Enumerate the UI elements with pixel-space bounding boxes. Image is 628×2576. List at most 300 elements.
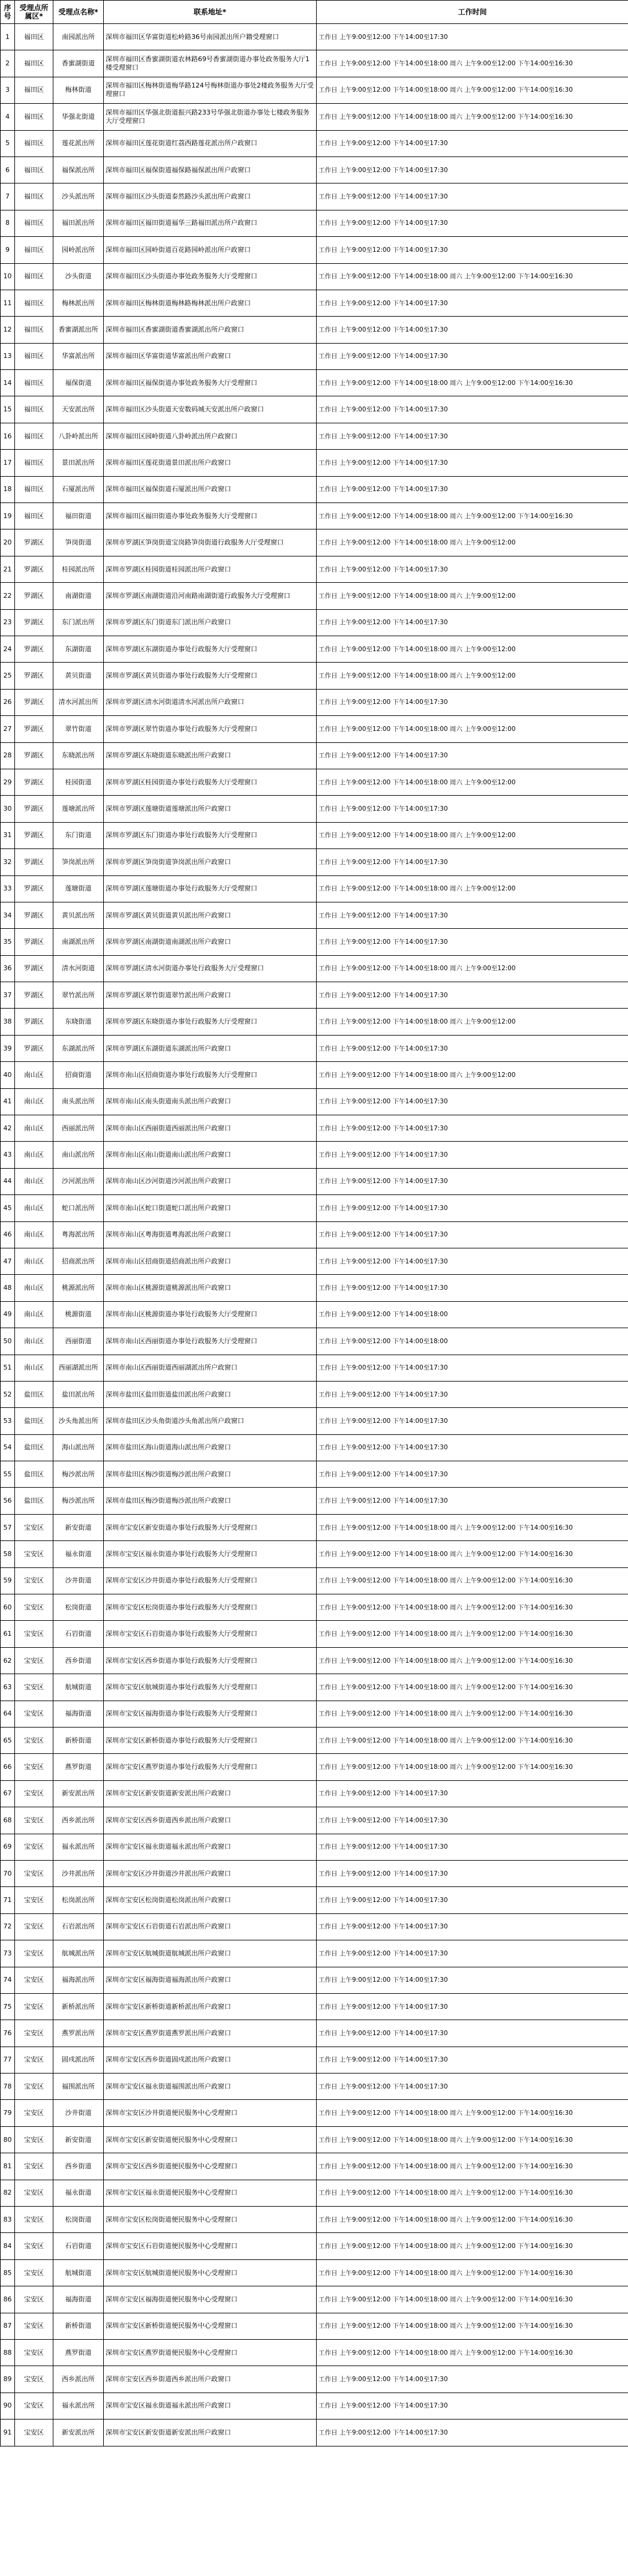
table-row xyxy=(1,1142,628,1168)
cell-address: 深圳市宝安区航城街道办事处行政服务大厅受理窗口 xyxy=(104,1674,317,1701)
table-row xyxy=(1,2153,628,2180)
cell-hours: 工作日 上午9:00至12:00 下午14:00至18:00 周六 上午9:00至12:00 下午14:00至16:30 xyxy=(317,2259,628,2286)
table-row xyxy=(1,1009,628,1035)
cell-no: 15 xyxy=(1,396,15,423)
cell-no: 9 xyxy=(1,237,15,263)
cell-hours: 工作日 上午9:00至12:00 下午14:00至17:30 xyxy=(317,210,628,236)
cell-hours: 工作日 上午9:00至12:00 下午14:00至18:00 xyxy=(317,1301,628,1328)
cell-name: 松岗派出所 xyxy=(53,1887,104,1913)
cell-no: 74 xyxy=(1,1967,15,1993)
cell-address: 深圳市宝安区沙井街道沙井派出所户政窗口 xyxy=(104,1860,317,1886)
cell-address: 深圳市宝安区新桥街道新桥派出所户政窗口 xyxy=(104,1993,317,2020)
cell-hours: 工作日 上午9:00至12:00 下午14:00至18:00 周六 上午9:00至12:00 下午14:00至16:30 xyxy=(317,263,628,290)
cell-no: 66 xyxy=(1,1754,15,1780)
cell-name: 石厦派出所 xyxy=(53,476,104,502)
cell-no: 34 xyxy=(1,902,15,928)
cell-no: 64 xyxy=(1,1701,15,1727)
cell-hours: 工作日 上午9:00至12:00 下午14:00至17:30 xyxy=(317,796,628,822)
cell-district: 宝安区 xyxy=(15,2313,53,2339)
cell-district: 宝安区 xyxy=(15,2020,53,2047)
cell-address: 深圳市宝安区沙井街道办事处行政服务大厅受理窗口 xyxy=(104,1567,317,1594)
table-row xyxy=(1,742,628,769)
cell-name: 东湖派出所 xyxy=(53,1035,104,1061)
cell-district: 罗湖区 xyxy=(15,955,53,982)
cell-address: 深圳市南山区南头街道南头派出所户政窗口 xyxy=(104,1088,317,1115)
cell-name: 沙井派出所 xyxy=(53,1860,104,1886)
cell-hours: 工作日 上午9:00至12:00 下午14:00至17:30 xyxy=(317,1834,628,1860)
cell-no: 62 xyxy=(1,1647,15,1674)
cell-no: 55 xyxy=(1,1461,15,1488)
cell-hours: 工作日 上午9:00至12:00 下午14:00至18:00 周六 上午9:00至12:00 下午14:00至16:30 xyxy=(317,2313,628,2339)
table-row xyxy=(1,2020,628,2047)
cell-address: 深圳市南山区西丽街道西丽湖派出所户政窗口 xyxy=(104,1355,317,1381)
cell-no: 81 xyxy=(1,2153,15,2180)
table-row xyxy=(1,1195,628,1221)
cell-no: 38 xyxy=(1,1009,15,1035)
cell-hours: 工作日 上午9:00至12:00 下午14:00至17:30 xyxy=(317,1940,628,1967)
table-row xyxy=(1,1594,628,1621)
cell-hours: 工作日 上午9:00至12:00 下午14:00至17:30 xyxy=(317,2074,628,2100)
cell-address: 深圳市南山区桃源街道办事处行政服务大厅受理窗口 xyxy=(104,1301,317,1328)
cell-district: 盐田区 xyxy=(15,1461,53,1488)
cell-address: 深圳市盐田区海山街道海山派出所户政窗口 xyxy=(104,1434,317,1461)
cell-name: 园岭派出所 xyxy=(53,237,104,263)
table-row xyxy=(1,1567,628,1594)
cell-name: 招商街道 xyxy=(53,1062,104,1088)
cell-address: 深圳市福田区园岭街道八卦岭派出所户政窗口 xyxy=(104,423,317,449)
cell-no: 88 xyxy=(1,2339,15,2366)
cell-no: 85 xyxy=(1,2259,15,2286)
cell-no: 50 xyxy=(1,1328,15,1355)
table-row xyxy=(1,343,628,369)
cell-hours: 工作日 上午9:00至12:00 下午14:00至17:30 xyxy=(317,1355,628,1381)
cell-hours: 工作日 上午9:00至12:00 下午14:00至17:30 xyxy=(317,343,628,369)
cell-district: 福田区 xyxy=(15,237,53,263)
cell-name: 桂园派出所 xyxy=(53,556,104,582)
cell-district: 罗湖区 xyxy=(15,689,53,715)
table-row xyxy=(1,317,628,343)
cell-district: 南山区 xyxy=(15,1248,53,1274)
cell-no: 84 xyxy=(1,2233,15,2259)
table-row xyxy=(1,183,628,210)
cell-no: 32 xyxy=(1,849,15,875)
cell-hours: 工作日 上午9:00至12:00 下午14:00至18:00 周六 上午9:00至12:00 xyxy=(317,663,628,689)
cell-address: 深圳市盐田区沙头角街道沙头角派出所户政窗口 xyxy=(104,1408,317,1434)
cell-district: 福田区 xyxy=(15,503,53,529)
cell-no: 83 xyxy=(1,2207,15,2233)
cell-name: 福永街道 xyxy=(53,1541,104,1567)
cell-name: 蛇口派出所 xyxy=(53,1195,104,1221)
cell-district: 罗湖区 xyxy=(15,609,53,636)
table-row xyxy=(1,902,628,928)
cell-no: 52 xyxy=(1,1381,15,1407)
cell-address: 深圳市罗湖区清水河街道办事处行政服务大厅受理窗口 xyxy=(104,955,317,982)
cell-district: 南山区 xyxy=(15,1062,53,1088)
cell-district: 罗湖区 xyxy=(15,716,53,742)
cell-no: 90 xyxy=(1,2393,15,2419)
cell-address: 深圳市宝安区石岩街道石岩派出所户政窗口 xyxy=(104,1913,317,1940)
cell-district: 罗湖区 xyxy=(15,769,53,795)
cell-hours: 工作日 上午9:00至12:00 下午14:00至18:00 周六 上午9:00至12:00 下午14:00至16:30 xyxy=(317,1567,628,1594)
cell-district: 南山区 xyxy=(15,1195,53,1221)
cell-district: 宝安区 xyxy=(15,1567,53,1594)
cell-no: 33 xyxy=(1,875,15,902)
cell-name: 西丽湖派出所 xyxy=(53,1355,104,1381)
cell-name: 招商派出所 xyxy=(53,1248,104,1274)
cell-address: 深圳市福田区沙头街道天安数码城天安派出所户政窗口 xyxy=(104,396,317,423)
table-row xyxy=(1,396,628,423)
table-row xyxy=(1,2180,628,2206)
cell-hours: 工作日 上午9:00至12:00 下午14:00至18:00 周六 上午9:00至12:00 下午14:00至16:30 xyxy=(317,104,628,130)
cell-address: 深圳市福田区福保街道石厦派出所户政窗口 xyxy=(104,476,317,502)
cell-district: 宝安区 xyxy=(15,2047,53,2073)
cell-name: 南湖派出所 xyxy=(53,929,104,955)
table-row xyxy=(1,1301,628,1328)
cell-address: 深圳市宝安区新安街道便民服务中心受理窗口 xyxy=(104,2126,317,2153)
cell-hours: 工作日 上午9:00至12:00 下午14:00至18:00 周六 上午9:00至12:00 下午14:00至16:30 xyxy=(317,2339,628,2366)
cell-district: 罗湖区 xyxy=(15,663,53,689)
cell-address: 深圳市宝安区沙井街道便民服务中心受理窗口 xyxy=(104,2100,317,2126)
cell-no: 21 xyxy=(1,556,15,582)
cell-name: 沙头派出所 xyxy=(53,183,104,210)
cell-no: 36 xyxy=(1,955,15,982)
cell-name: 笋岗派出所 xyxy=(53,849,104,875)
cell-hours: 工作日 上午9:00至12:00 下午14:00至18:00 周六 上午9:00至12:00 xyxy=(317,1009,628,1035)
cell-district: 罗湖区 xyxy=(15,1035,53,1061)
cell-address: 深圳市罗湖区南湖街道南湖派出所户政窗口 xyxy=(104,929,317,955)
cell-district: 宝安区 xyxy=(15,2259,53,2286)
cell-address: 深圳市福田区园岭街道百花路园岭派出所户政窗口 xyxy=(104,237,317,263)
cell-address: 深圳市宝安区西乡街道固戍派出所户政窗口 xyxy=(104,2047,317,2073)
cell-address: 深圳市盐田区梅沙街道梅沙派出所户政窗口 xyxy=(104,1488,317,1514)
cell-district: 盐田区 xyxy=(15,1381,53,1407)
table-row xyxy=(1,2047,628,2073)
cell-address: 深圳市罗湖区翠竹街道办事处行政服务大厅受理窗口 xyxy=(104,716,317,742)
cell-name: 盐田派出所 xyxy=(53,1381,104,1407)
cell-hours: 工作日 上午9:00至12:00 下午14:00至18:00 周六 上午9:00至12:00 下午14:00至16:30 xyxy=(317,503,628,529)
cell-district: 福田区 xyxy=(15,183,53,210)
cell-district: 福田区 xyxy=(15,24,53,50)
cell-no: 42 xyxy=(1,1115,15,1142)
cell-hours: 工作日 上午9:00至12:00 下午14:00至17:30 xyxy=(317,1248,628,1274)
cell-district: 宝安区 xyxy=(15,1541,53,1567)
table-row xyxy=(1,929,628,955)
table-row xyxy=(1,1754,628,1780)
cell-no: 45 xyxy=(1,1195,15,1221)
cell-no: 4 xyxy=(1,104,15,130)
table-row xyxy=(1,157,628,183)
cell-no: 8 xyxy=(1,210,15,236)
cell-district: 福田区 xyxy=(15,423,53,449)
cell-name: 福田派出所 xyxy=(53,210,104,236)
cell-address: 深圳市福田区沙头街道办事处政务服务大厅受理窗口 xyxy=(104,263,317,290)
cell-name: 航城街道 xyxy=(53,2259,104,2286)
table-row xyxy=(1,822,628,848)
cell-no: 25 xyxy=(1,663,15,689)
cell-district: 福田区 xyxy=(15,343,53,369)
cell-address: 深圳市南山区粤海街道粤海派出所户政窗口 xyxy=(104,1221,317,1248)
cell-district: 宝安区 xyxy=(15,1887,53,1913)
table-row xyxy=(1,2259,628,2286)
table-row xyxy=(1,2419,628,2446)
cell-district: 罗湖区 xyxy=(15,556,53,582)
cell-district: 宝安区 xyxy=(15,1780,53,1807)
cell-district: 宝安区 xyxy=(15,1701,53,1727)
cell-hours: 工作日 上午9:00至12:00 下午14:00至17:30 xyxy=(317,450,628,476)
cell-district: 宝安区 xyxy=(15,1993,53,2020)
cell-no: 56 xyxy=(1,1488,15,1514)
cell-name: 桃源派出所 xyxy=(53,1275,104,1301)
table-body xyxy=(1,24,628,2446)
table-row xyxy=(1,237,628,263)
cell-district: 福田区 xyxy=(15,317,53,343)
cell-no: 68 xyxy=(1,1807,15,1834)
cell-address: 深圳市宝安区石岩街道便民服务中心受理窗口 xyxy=(104,2233,317,2259)
cell-address: 深圳市罗湖区东晓街道东晓派出所户政窗口 xyxy=(104,742,317,769)
cell-district: 福田区 xyxy=(15,210,53,236)
table-row xyxy=(1,636,628,662)
cell-district: 罗湖区 xyxy=(15,822,53,848)
cell-address: 深圳市罗湖区笋岗街道笋岗派出所户政窗口 xyxy=(104,849,317,875)
cell-address: 深圳市南山区蛇口街道蛇口派出所户政窗口 xyxy=(104,1195,317,1221)
cell-hours: 工作日 上午9:00至12:00 下午14:00至17:30 xyxy=(317,1195,628,1221)
cell-address: 深圳市罗湖区笋岗街道宝岗路笋岗街道行政服务大厅受理窗口 xyxy=(104,529,317,556)
cell-address: 深圳市罗湖区莲塘街道莲塘派出所户政窗口 xyxy=(104,796,317,822)
table-row xyxy=(1,849,628,875)
cell-district: 罗湖区 xyxy=(15,849,53,875)
table-row xyxy=(1,1993,628,2020)
cell-name: 八卦岭派出所 xyxy=(53,423,104,449)
cell-name: 沙头角派出所 xyxy=(53,1408,104,1434)
cell-hours: 工作日 上午9:00至12:00 下午14:00至18:00 周六 上午9:00至12:00 xyxy=(317,822,628,848)
table-row xyxy=(1,2100,628,2126)
cell-hours: 工作日 上午9:00至12:00 下午14:00至17:30 xyxy=(317,396,628,423)
cell-name: 沙头街道 xyxy=(53,263,104,290)
cell-name: 新安街道 xyxy=(53,2126,104,2153)
cell-address: 深圳市宝安区新安街道新安派出所户政窗口 xyxy=(104,1780,317,1807)
cell-hours: 工作日 上午9:00至12:00 下午14:00至17:30 xyxy=(317,1168,628,1194)
table-row xyxy=(1,1115,628,1142)
cell-address: 深圳市罗湖区莲塘街道办事处行政服务大厅受理窗口 xyxy=(104,875,317,902)
cell-name: 航城街道 xyxy=(53,1674,104,1701)
cell-address: 深圳市福田区莲花街道红荔西路莲花派出所户政窗口 xyxy=(104,130,317,157)
cell-no: 17 xyxy=(1,450,15,476)
table-row xyxy=(1,2366,628,2393)
cell-hours: 工作日 上午9:00至12:00 下午14:00至17:30 xyxy=(317,556,628,582)
cell-hours: 工作日 上午9:00至12:00 下午14:00至17:30 xyxy=(317,1115,628,1142)
cell-hours: 工作日 上午9:00至12:00 下午14:00至17:30 xyxy=(317,1035,628,1061)
table-row xyxy=(1,1381,628,1407)
cell-address: 深圳市罗湖区东晓街道办事处行政服务大厅受理窗口 xyxy=(104,1009,317,1035)
table-row xyxy=(1,1248,628,1274)
cell-hours: 工作日 上午9:00至12:00 下午14:00至18:00 周六 上午9:00至12:00 下午14:00至16:30 xyxy=(317,370,628,396)
cell-district: 南山区 xyxy=(15,1221,53,1248)
cell-hours: 工作日 上午9:00至12:00 下午14:00至17:30 xyxy=(317,1887,628,1913)
cell-address: 深圳市宝安区福永街道便民服务中心受理窗口 xyxy=(104,2180,317,2206)
cell-hours: 工作日 上午9:00至12:00 下午14:00至17:30 xyxy=(317,929,628,955)
cell-hours: 工作日 上午9:00至12:00 下午14:00至17:30 xyxy=(317,1807,628,1834)
cell-district: 南山区 xyxy=(15,1142,53,1168)
table-row xyxy=(1,2233,628,2259)
cell-name: 景田派出所 xyxy=(53,450,104,476)
table-row xyxy=(1,875,628,902)
cell-name: 南园派出所 xyxy=(53,24,104,50)
cell-no: 11 xyxy=(1,290,15,316)
cell-no: 12 xyxy=(1,317,15,343)
table-row xyxy=(1,1275,628,1301)
cell-district: 宝安区 xyxy=(15,1913,53,1940)
table-row xyxy=(1,1674,628,1701)
cell-district: 福田区 xyxy=(15,450,53,476)
cell-name: 西丽街道 xyxy=(53,1328,104,1355)
cell-district: 宝安区 xyxy=(15,2180,53,2206)
cell-name: 南山派出所 xyxy=(53,1142,104,1168)
cell-hours: 工作日 上午9:00至12:00 下午14:00至17:30 xyxy=(317,237,628,263)
header-row xyxy=(1,1,628,24)
cell-address: 深圳市宝安区航城街道航城派出所户政窗口 xyxy=(104,1940,317,1967)
cell-hours: 工作日 上午9:00至12:00 下午14:00至17:30 xyxy=(317,2047,628,2073)
cell-no: 76 xyxy=(1,2020,15,2047)
cell-name: 沙井街道 xyxy=(53,1567,104,1594)
cell-address: 深圳市罗湖区翠竹街道翠竹派出所户政窗口 xyxy=(104,982,317,1009)
cell-district: 宝安区 xyxy=(15,2100,53,2126)
cell-hours: 工作日 上午9:00至12:00 下午14:00至17:30 xyxy=(317,2020,628,2047)
cell-address: 深圳市罗湖区桂园街道办事处行政服务大厅受理窗口 xyxy=(104,769,317,795)
cell-no: 60 xyxy=(1,1594,15,1621)
cell-no: 26 xyxy=(1,689,15,715)
table-row xyxy=(1,130,628,157)
cell-no: 18 xyxy=(1,476,15,502)
cell-name: 华富派出所 xyxy=(53,343,104,369)
cell-no: 72 xyxy=(1,1913,15,1940)
cell-district: 福田区 xyxy=(15,157,53,183)
cell-district: 宝安区 xyxy=(15,1807,53,1834)
cell-name: 梅林街道 xyxy=(53,77,104,103)
cell-address: 深圳市福田区香蜜湖街道农林路69号香蜜湖街道办事处政务服务大厅1楼受理窗口 xyxy=(104,50,317,77)
cell-district: 宝安区 xyxy=(15,1514,53,1540)
cell-no: 29 xyxy=(1,769,15,795)
cell-district: 宝安区 xyxy=(15,1728,53,1754)
cell-address: 深圳市宝安区航城街道便民服务中心受理窗口 xyxy=(104,2259,317,2286)
cell-no: 75 xyxy=(1,1993,15,2020)
cell-name: 黄贝街道 xyxy=(53,663,104,689)
cell-no: 22 xyxy=(1,583,15,609)
cell-address: 深圳市罗湖区东湖街道东湖派出所户政窗口 xyxy=(104,1035,317,1061)
cell-hours: 工作日 上午9:00至12:00 下午14:00至18:00 周六 上午9:00至12:00 xyxy=(317,636,628,662)
cell-district: 南山区 xyxy=(15,1301,53,1328)
cell-hours: 工作日 上午9:00至12:00 下午14:00至18:00 周六 上午9:00至12:00 下午14:00至16:30 xyxy=(317,1701,628,1727)
cell-hours: 工作日 上午9:00至12:00 下午14:00至17:30 xyxy=(317,849,628,875)
cell-address: 深圳市罗湖区东湖街道办事处行政服务大厅受理窗口 xyxy=(104,636,317,662)
cell-district: 罗湖区 xyxy=(15,982,53,1009)
cell-name: 福永派出所 xyxy=(53,2393,104,2419)
table-row xyxy=(1,1780,628,1807)
table-row xyxy=(1,796,628,822)
cell-name: 新桥街道 xyxy=(53,1728,104,1754)
cell-district: 罗湖区 xyxy=(15,929,53,955)
cell-name: 石岩街道 xyxy=(53,2233,104,2259)
cell-district: 福田区 xyxy=(15,130,53,157)
cell-no: 24 xyxy=(1,636,15,662)
cell-hours: 工作日 上午9:00至12:00 下午14:00至18:00 周六 上午9:00至12:00 xyxy=(317,583,628,609)
cell-hours: 工作日 上午9:00至12:00 下午14:00至17:30 xyxy=(317,902,628,928)
cell-hours: 工作日 上午9:00至12:00 下午14:00至17:30 xyxy=(317,1381,628,1407)
cell-no: 40 xyxy=(1,1062,15,1088)
cell-name: 沙井街道 xyxy=(53,2100,104,2126)
cell-no: 51 xyxy=(1,1355,15,1381)
cell-name: 沙河派出所 xyxy=(53,1168,104,1194)
table-row xyxy=(1,1807,628,1834)
cell-hours: 工作日 上午9:00至12:00 下午14:00至18:00 周六 上午9:00至12:00 xyxy=(317,716,628,742)
table-row xyxy=(1,1461,628,1488)
cell-hours: 工作日 上午9:00至12:00 下午14:00至17:30 xyxy=(317,2366,628,2393)
cell-address: 深圳市南山区南山街道南山派出所户政窗口 xyxy=(104,1142,317,1168)
cell-district: 福田区 xyxy=(15,290,53,316)
cell-hours: 工作日 上午9:00至12:00 下午14:00至18:00 周六 上午9:00至12:00 下午14:00至16:30 xyxy=(317,2207,628,2233)
cell-name: 西乡街道 xyxy=(53,1647,104,1674)
table-row xyxy=(1,1514,628,1540)
cell-no: 82 xyxy=(1,2180,15,2206)
cell-hours: 工作日 上午9:00至12:00 下午14:00至18:00 周六 上午9:00至12:00 下午14:00至16:30 xyxy=(317,1647,628,1674)
cell-no: 89 xyxy=(1,2366,15,2393)
table-row xyxy=(1,1887,628,1913)
table-row xyxy=(1,2286,628,2313)
cell-address: 深圳市福田区福田街道办事处政务服务大厅受理窗口 xyxy=(104,503,317,529)
cell-name: 石岩派出所 xyxy=(53,1913,104,1940)
cell-no: 57 xyxy=(1,1514,15,1540)
table-row xyxy=(1,1488,628,1514)
cell-name: 天安派出所 xyxy=(53,396,104,423)
cell-hours: 工作日 上午9:00至12:00 下午14:00至17:30 xyxy=(317,476,628,502)
cell-hours: 工作日 上午9:00至12:00 下午14:00至17:30 xyxy=(317,609,628,636)
table-row xyxy=(1,1834,628,1860)
cell-address: 深圳市罗湖区南湖街道沿河南路南湖街道行政服务大厅受理窗口 xyxy=(104,583,317,609)
cell-name: 东晓派出所 xyxy=(53,742,104,769)
cell-address: 深圳市福田区福保街道福保路福保派出所户政窗口 xyxy=(104,157,317,183)
cell-no: 19 xyxy=(1,503,15,529)
cell-hours: 工作日 上午9:00至12:00 下午14:00至17:30 xyxy=(317,1780,628,1807)
cell-district: 福田区 xyxy=(15,104,53,130)
table-row xyxy=(1,955,628,982)
cell-hours: 工作日 上午9:00至12:00 下午14:00至17:30 xyxy=(317,1221,628,1248)
cell-no: 16 xyxy=(1,423,15,449)
cell-no: 91 xyxy=(1,2419,15,2446)
table-row xyxy=(1,104,628,130)
cell-district: 宝安区 xyxy=(15,2419,53,2446)
cell-district: 罗湖区 xyxy=(15,636,53,662)
cell-address: 深圳市罗湖区桂园街道桂园派出所户政窗口 xyxy=(104,556,317,582)
cell-no: 6 xyxy=(1,157,15,183)
cell-name: 固戍派出所 xyxy=(53,2047,104,2073)
cell-hours: 工作日 上午9:00至12:00 下午14:00至17:30 xyxy=(317,1993,628,2020)
cell-district: 宝安区 xyxy=(15,1967,53,1993)
cell-address: 深圳市宝安区新桥街道办事处行政服务大厅受理窗口 xyxy=(104,1728,317,1754)
cell-hours: 工作日 上午9:00至12:00 下午14:00至17:30 xyxy=(317,982,628,1009)
cell-no: 37 xyxy=(1,982,15,1009)
table-row xyxy=(1,2339,628,2366)
cell-no: 78 xyxy=(1,2074,15,2100)
cell-address: 深圳市福田区华富街道松岭路36号南园派出所户籍受理窗口 xyxy=(104,24,317,50)
cell-district: 罗湖区 xyxy=(15,529,53,556)
cell-no: 58 xyxy=(1,1541,15,1567)
cell-no: 20 xyxy=(1,529,15,556)
cell-hours: 工作日 上午9:00至12:00 下午14:00至18:00 周六 上午9:00至12:00 下午14:00至16:30 xyxy=(317,1621,628,1647)
table-row xyxy=(1,1434,628,1461)
cell-name: 西乡街道 xyxy=(53,2153,104,2180)
cell-no: 86 xyxy=(1,2286,15,2313)
cell-district: 罗湖区 xyxy=(15,1009,53,1035)
table-row xyxy=(1,370,628,396)
